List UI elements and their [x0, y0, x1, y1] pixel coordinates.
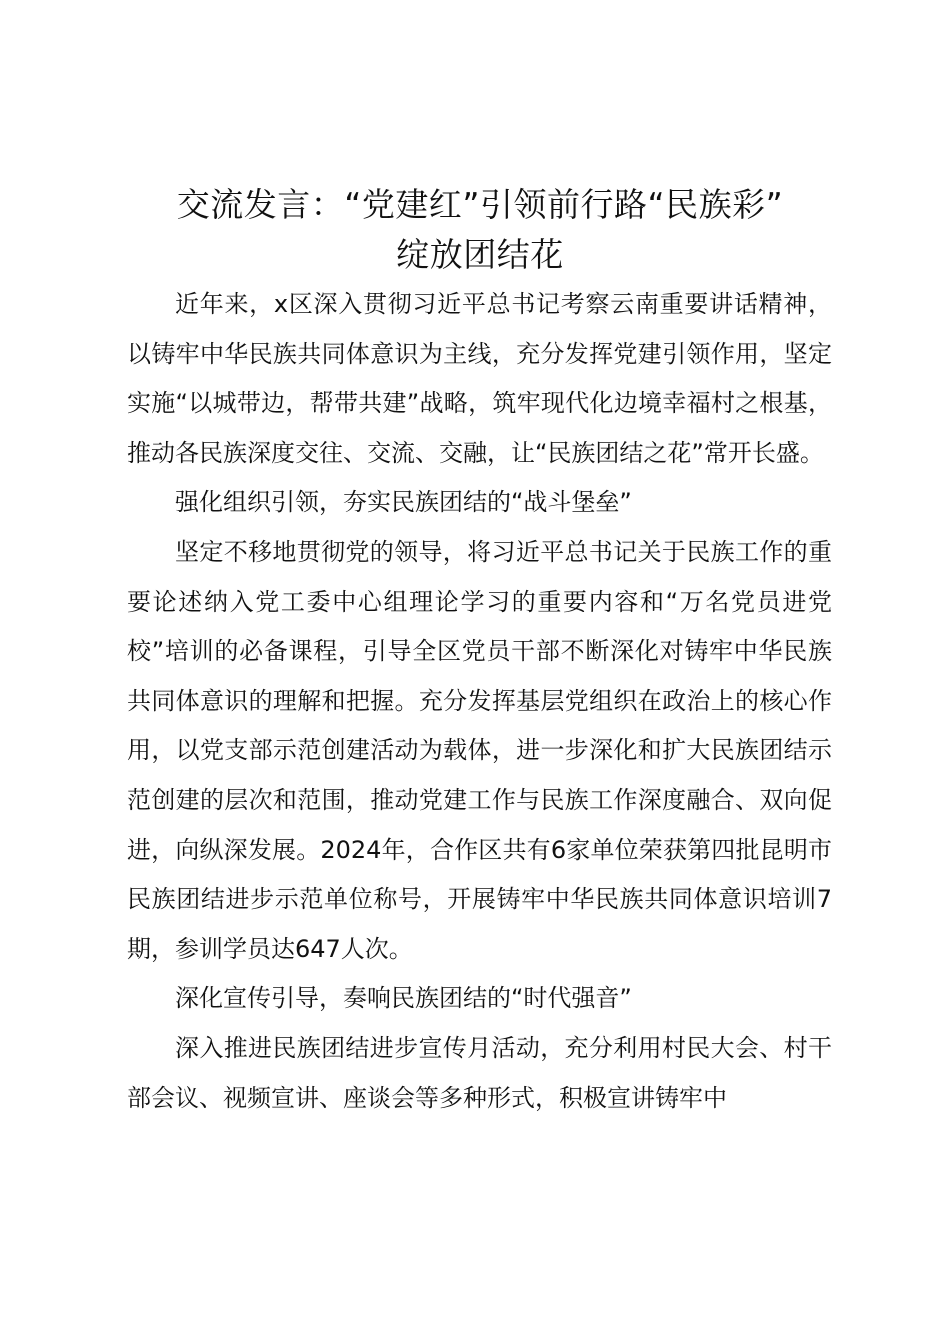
- section-heading-publicity: 深化宣传引导，奏响民族团结的“时代强音”: [175, 984, 632, 1013]
- organization-paragraph: 坚定不移地贯彻党的领导，将习近平总书记关于民族工作的重要论述纳入党工委中心组理论学习的重要内容和“万名党员进党校”培训的必备课程，引导全区党员干部不断深化对铸牢中华民族共同体意识的理解和把握。充分发挥基层党组织在政治上的核心作用，以党支部示范创建活动为载体，进一步深化和扩大民族团结示范创建的层次和范围，推动党建工作与民族工作深度融合、双向促进，向纵深发展。2024年，合作区共有6家单位荣获第四批昆明市民族团结进步示范单位称号，开展铸牢中华民族共同体意识培训7期，参训学员达647人次。: [127, 537, 832, 963]
- document-title: [120, 180, 840, 280]
- intro-paragraph: 近年来，x区深入贯彻习近平总书记考察云南重要讲话精神，以铸牢中华民族共同体意识为主线，充分发挥党建引领作用，坚定实施“以城带边，帮带共建”战略，筑牢现代化边境幸福村之根基，推动各民族深度交往、交流、交融，让“民族团结之花”常开长盛。: [127, 290, 832, 467]
- title-line-1: 交流发言：“党建红”引领前行路“民族彩”: [176, 185, 784, 224]
- title-line-2: 绽放团结花: [396, 235, 564, 274]
- document-body: [127, 280, 832, 1123]
- publicity-paragraph: 深入推进民族团结进步宣传月活动，充分利用村民大会、村干部会议、视频宣讲、座谈会等多种形式，积极宣讲铸牢中: [127, 1033, 832, 1112]
- section-heading-organization: 强化组织引领，夯实民族团结的“战斗堡垒”: [175, 488, 632, 517]
